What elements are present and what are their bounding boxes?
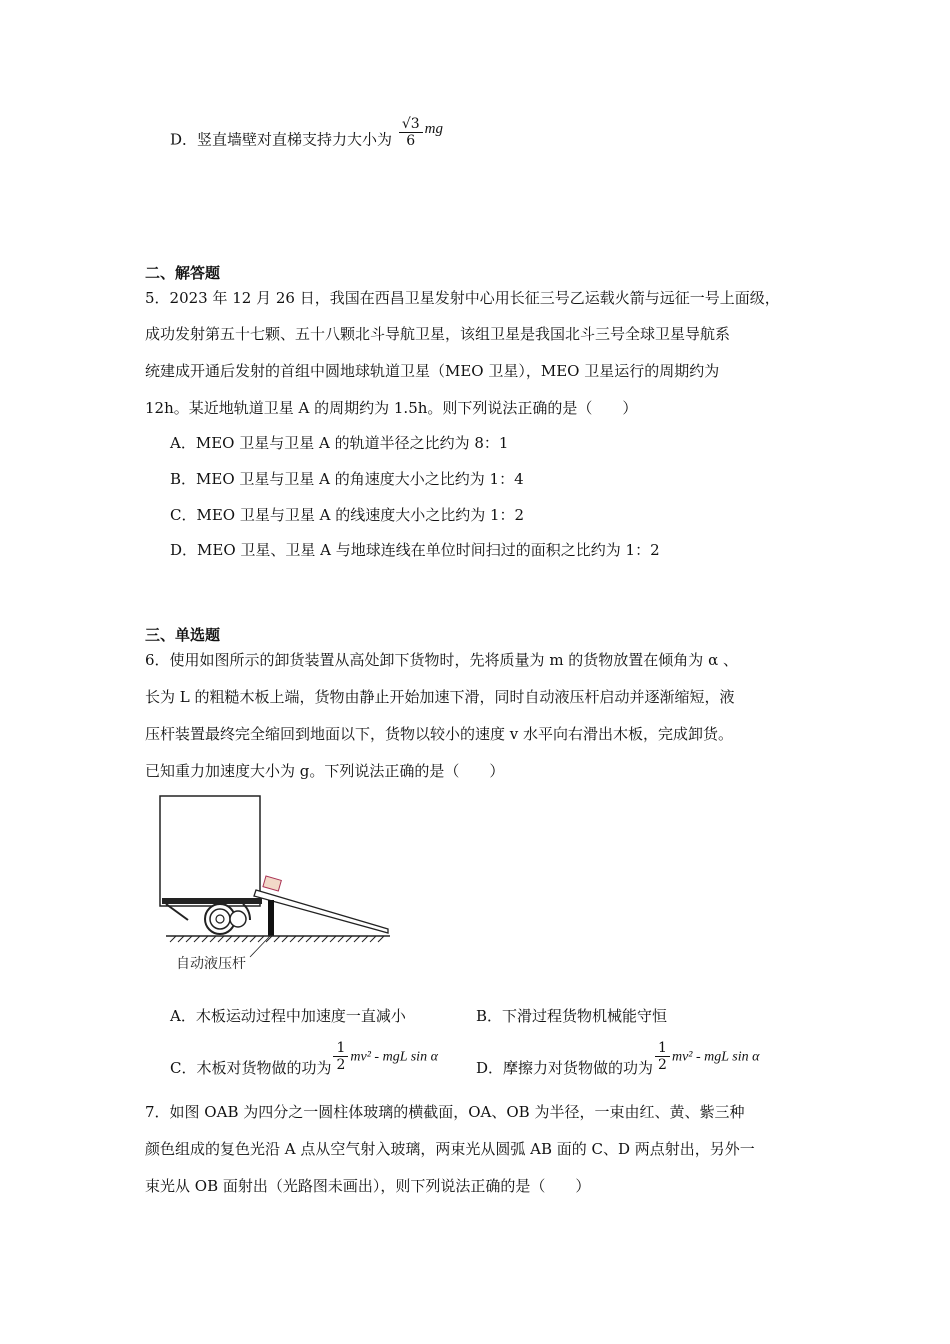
ground-hatching: [170, 936, 384, 942]
hydraulic-rod: [268, 900, 274, 936]
truck-box: [160, 796, 260, 906]
q6-option-c-fraction: [333, 1040, 348, 1073]
q5-line-4: 12h。某近地轨道卫星 A 的周期约为 1.5h。则下列说法正确的是（ ）: [145, 399, 638, 417]
fraction-numerator: √3: [399, 116, 423, 133]
q6-option-d-text: D．摩擦力对货物做的功为: [476, 1058, 654, 1077]
q5-line-2: 成功发射第五十七颗、五十八颗北斗导航卫星，该组卫星是我国北斗三号全球卫星导航系: [145, 325, 731, 343]
q6-option-d-formula: mv² - mgL sin α: [671, 1049, 760, 1065]
unloading-device-figure: [158, 792, 398, 977]
q5-option-b[interactable]: B．MEO 卫星与卫星 A 的角速度大小之比约为 1：4: [170, 470, 524, 488]
fraction-denominator: 2: [336, 1057, 346, 1073]
q6-option-c-text: C．木板对货物做的功为: [170, 1058, 332, 1077]
q4-option-d-mg: mg: [424, 120, 443, 137]
q6-option-d-fraction: [655, 1040, 670, 1073]
cargo-box: [263, 876, 281, 891]
q7-line-3: 束光从 OB 面射出（光路图未画出），则下列说法正确的是（ ）: [145, 1177, 591, 1195]
q6-option-a[interactable]: A．木板运动过程中加速度一直减小: [170, 1007, 406, 1025]
q4-option-d[interactable]: [170, 116, 443, 157]
fraction-numerator: 1: [333, 1040, 348, 1057]
q6-line-1: 6．使用如图所示的卸货装置从高处卸下货物时，先将质量为 m 的货物放置在倾角为 α 、: [145, 651, 738, 669]
q6-line-3: 压杆装置最终完全缩回到地面以下，货物以较小的速度 v 水平向右滑出木板，完成卸货。: [145, 725, 734, 743]
fraction-denominator: 6: [406, 133, 416, 149]
section-title-single-choice: 三、单选题: [145, 626, 221, 644]
q5-line-1: 5．2023 年 12 月 26 日，我国在西昌卫星发射中心用长征三号乙运载火箭与远征一号上面级，: [145, 289, 780, 307]
q6-line-4: 已知重力加速度大小为 g。下列说法正确的是（ ）: [145, 762, 505, 780]
q5-option-a[interactable]: A．MEO 卫星与卫星 A 的轨道半径之比约为 8：1: [170, 434, 509, 452]
q7-line-2: 颜色组成的复色光沿 A 点从空气射入玻璃，两束光从圆弧 AB 面的 C、D 两点射出，另外一: [145, 1140, 755, 1158]
q4-option-d-text: D．竖直墙壁对直梯支持力大小为: [170, 130, 393, 149]
q5-line-3: 统建成开通后发射的首组中圆地球轨道卫星（MEO 卫星），MEO 卫星运行的周期约为: [145, 362, 720, 380]
q6-option-c-formula: mv² - mgL sin α: [350, 1049, 438, 1065]
truck-bed: [162, 898, 262, 904]
q6-option-c[interactable]: [170, 1040, 438, 1077]
q6-option-d[interactable]: [476, 1040, 760, 1077]
fraction-denominator: 2: [658, 1057, 667, 1073]
section-title-answer: 二、解答题: [145, 264, 221, 282]
q6-option-b[interactable]: B．下滑过程货物机械能守恒: [476, 1007, 668, 1025]
q7-line-1: 7．如图 OAB 为四分之一圆柱体玻璃的横截面，OA、OB 为半径，一束由红、黄、紫三种: [145, 1103, 745, 1121]
figure-caption-hydraulic-rod: 自动液压杆: [176, 956, 246, 972]
fraction-numerator: 1: [655, 1040, 670, 1057]
q4-option-d-fraction: [399, 116, 423, 149]
q5-option-c[interactable]: C．MEO 卫星与卫星 A 的线速度大小之比约为 1：2: [170, 506, 525, 524]
q6-line-2: 长为 L 的粗糙木板上端，货物由静止开始加速下滑，同时自动液压杆启动并逐渐缩短，液: [145, 688, 735, 706]
ramp-board: [254, 890, 388, 933]
q5-option-d[interactable]: D．MEO 卫星、卫星 A 与地球连线在单位时间扫过的面积之比约为 1：2: [170, 541, 660, 559]
wheel-icon: [205, 904, 246, 934]
